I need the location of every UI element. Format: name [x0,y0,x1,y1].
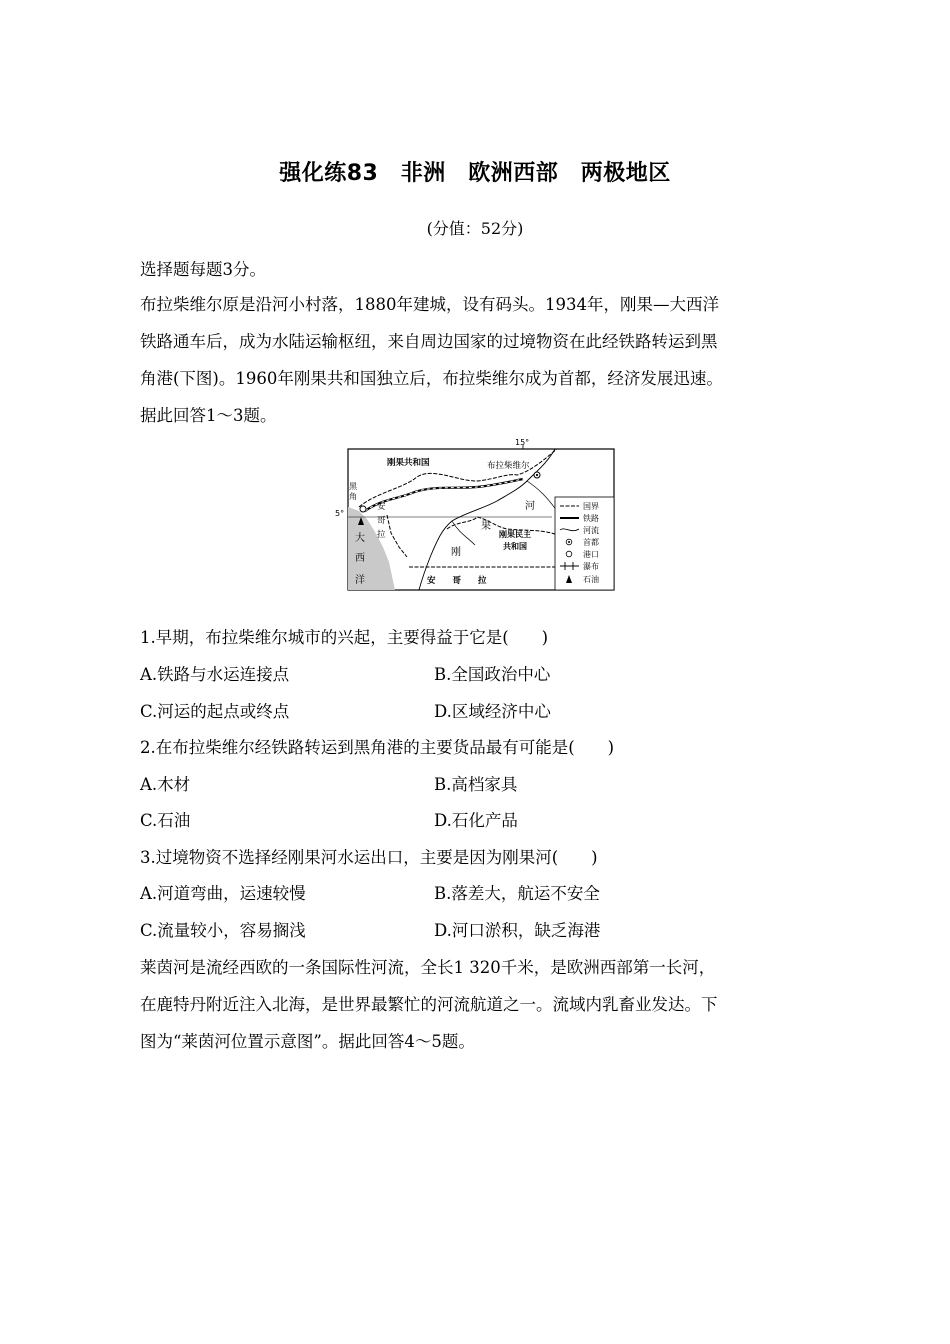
label-atlantic: 大 [355,533,365,544]
instruction: 选择题每题3分。 [140,260,266,279]
question-1-stem: 1.早期，布拉柴维尔城市的兴起，主要得益于它是( ) [140,628,549,647]
passage1-line: 角港(下图)。1960年刚果共和国独立后，布拉柴维尔成为首都，经济发展迅速。 [140,369,723,388]
question-3-option-b: B.落差大，航运不安全 [434,884,600,903]
passage2-line: 在鹿特丹附近注入北海，是世界最繁忙的河流航道之一。流域内乳畜业发达。下 [140,995,718,1014]
map-legend [555,497,614,590]
legend-item: 河流 [583,526,599,535]
passage2-line: 莱茵河是流经西欧的一条国际性河流，全长1 320千米，是欧洲西部第一长河， [140,958,716,977]
question-3-option-d: D.河口淤积，缺乏海港 [434,921,601,940]
label-atlantic: 洋 [355,575,365,586]
label-drc: 刚果民主 [499,530,531,539]
label-pointe-noire: 黑 [349,482,357,491]
question-3-option-a: A.河道弯曲，运速较慢 [140,884,306,903]
label-drc: 共和国 [503,542,527,551]
page-title: 强化练83 非洲 欧洲西部 两极地区 [279,161,671,186]
question-3-option-c: C.流量较小，容易搁浅 [140,921,306,940]
question-1-option-b: B.全国政治中心 [434,665,551,684]
label-cabinda: 拉 [377,530,386,540]
label-pointe-noire: 角 [349,492,357,501]
question-1-option-c: C.河运的起点或终点 [140,702,290,721]
label-brazzaville: 布拉柴维尔 [487,461,530,471]
passage1-line: 据此回答1～3题。 [140,406,277,425]
question-2-option-d: D.石化产品 [434,811,518,830]
label-angola: 安 哥 拉 [427,576,487,586]
legend-item: 首都 [583,538,599,547]
legend-item: 国界 [583,502,599,511]
passage1-line: 布拉柴维尔原是沿河小村落，1880年建城，设有码头。1934年，刚果—大西洋 [140,295,719,314]
label-cabinda: 安 [377,502,386,512]
question-2-stem: 2.在布拉柴维尔经铁路转运到黑角港的主要货品最有可能是( ) [140,738,615,757]
label-river: 河 [525,501,535,512]
question-1-option-a: A.铁路与水运连接点 [140,665,290,684]
label-cabinda: 哥 [377,516,386,526]
lat-label: 5° [335,509,345,518]
legend-item: 瀑布 [583,562,599,571]
score-note: (分值：52分) [426,219,524,238]
question-3-stem: 3.过境物资不选择经刚果河水运出口，主要是因为刚果河( ) [140,848,598,867]
legend-item: 铁路 [583,514,599,523]
legend-item: 石油 [583,575,599,584]
label-congo-rep: 刚果共和国 [387,458,430,468]
port-icon [360,506,366,512]
congo-map-figure [335,437,615,591]
passage1-line: 铁路通车后，成为水陆运输枢纽，来自周边国家的过境物资在此经铁路转运到黑 [140,332,718,351]
lon-label: 15° [515,438,530,447]
label-atlantic: 西 [355,553,365,564]
question-2-option-b: B.高档家具 [434,775,518,794]
passage2-line: 图为“莱茵河位置示意图”。据此回答4～5题。 [140,1032,475,1051]
legend-item: 港口 [583,550,599,559]
question-2-option-c: C.石油 [140,811,191,830]
question-2-option-a: A.木材 [140,775,191,794]
label-river: 果 [481,521,491,532]
legend-port-icon [566,551,572,557]
label-river: 刚 [451,547,461,558]
question-1-option-d: D.区域经济中心 [434,702,551,721]
